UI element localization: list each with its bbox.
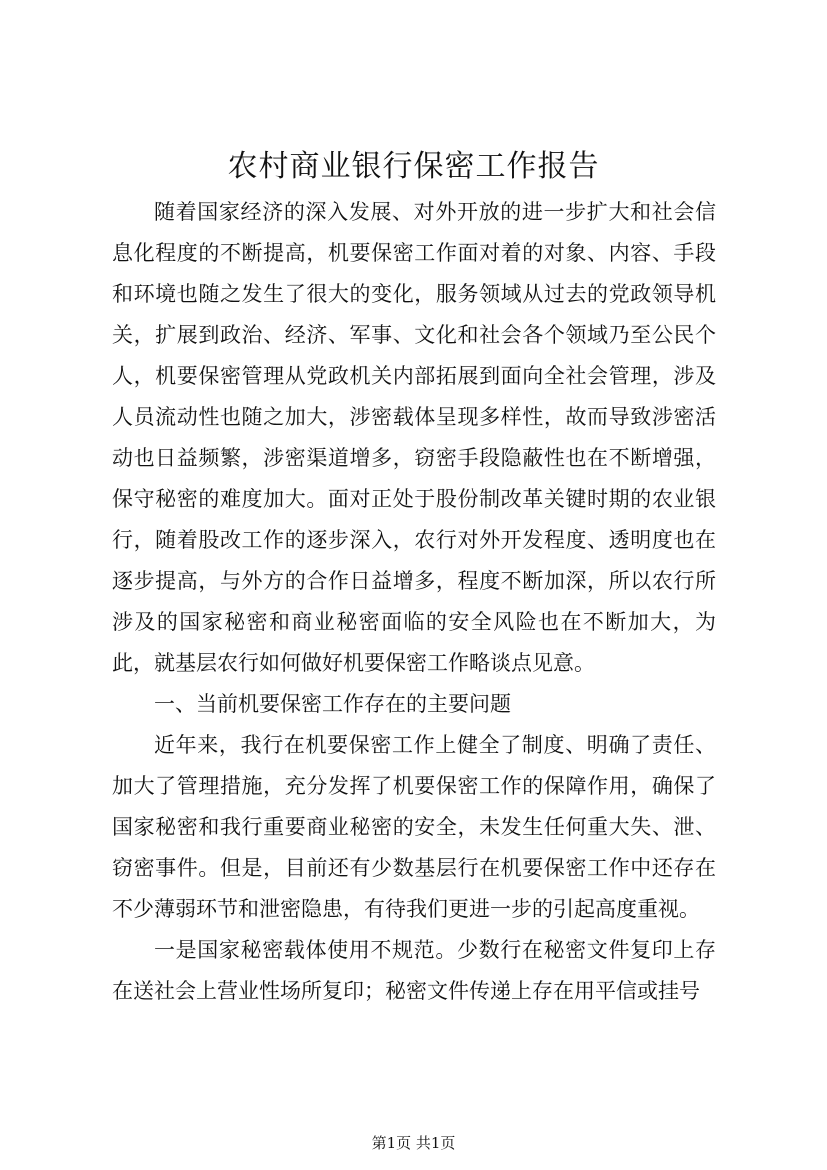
paragraph-intro: 随着国家经济的深入发展、对外开放的进一步扩大和社会信息化程度的不断提高，机要保密工作面对着的对象、内容、手段和环境也随之发生了很大的变化，服务领域从过去的党政领导机关，扩展到政治、经济、军事、文化和社会各个领域乃至公民个人，机要保密管理从党政机关内部拓展到面向全社会管理，涉及人员流动性也随之加大，涉密载体呈现多样性，故而导致涉密活动也日益频繁，涉密渠道增多，窃密手段隐蔽性也在不断增强，保守秘密的难度加大。面对正处于股份制改革关键时期的农业银行，随着股改工作的逐步深入，农行对外开发程度、透明度也在逐步提高，与外方的合作日益增多，程度不断加深，所以农行所涉及的国家秘密和商业秘密面临的安全风险也在不断加大，为此，就基层农行如何做好机要保密工作略谈点见意。 [112,200,716,675]
paragraph-recent-years: 近年来，我行在机要保密工作上健全了制度、明确了责任、加大了管理措施，充分发挥了机要保密工作的保障作用，确保了国家秘密和我行重要商业秘密的安全，未发生任何重大失、泄、窃密事件。但是，目前还有少数基层行在机要保密工作中还存在不少薄弱环节和泄密隐患，有待我们更进一步的引起高度重视。 [112,733,716,921]
paragraph-point-one: 一是国家秘密载体使用不规范。少数行在秘密文件复印上存在送社会上营业性场所复印；秘密文件传递上存在用平信或挂号 [112,938,716,1003]
document-title: 农村商业银行保密工作报告 [227,149,600,184]
page-number-footer: 第1页 共1页 [371,1134,456,1152]
document-body [112,192,716,1012]
section-heading: 一、当前机要保密工作存在的主要问题 [154,692,511,716]
